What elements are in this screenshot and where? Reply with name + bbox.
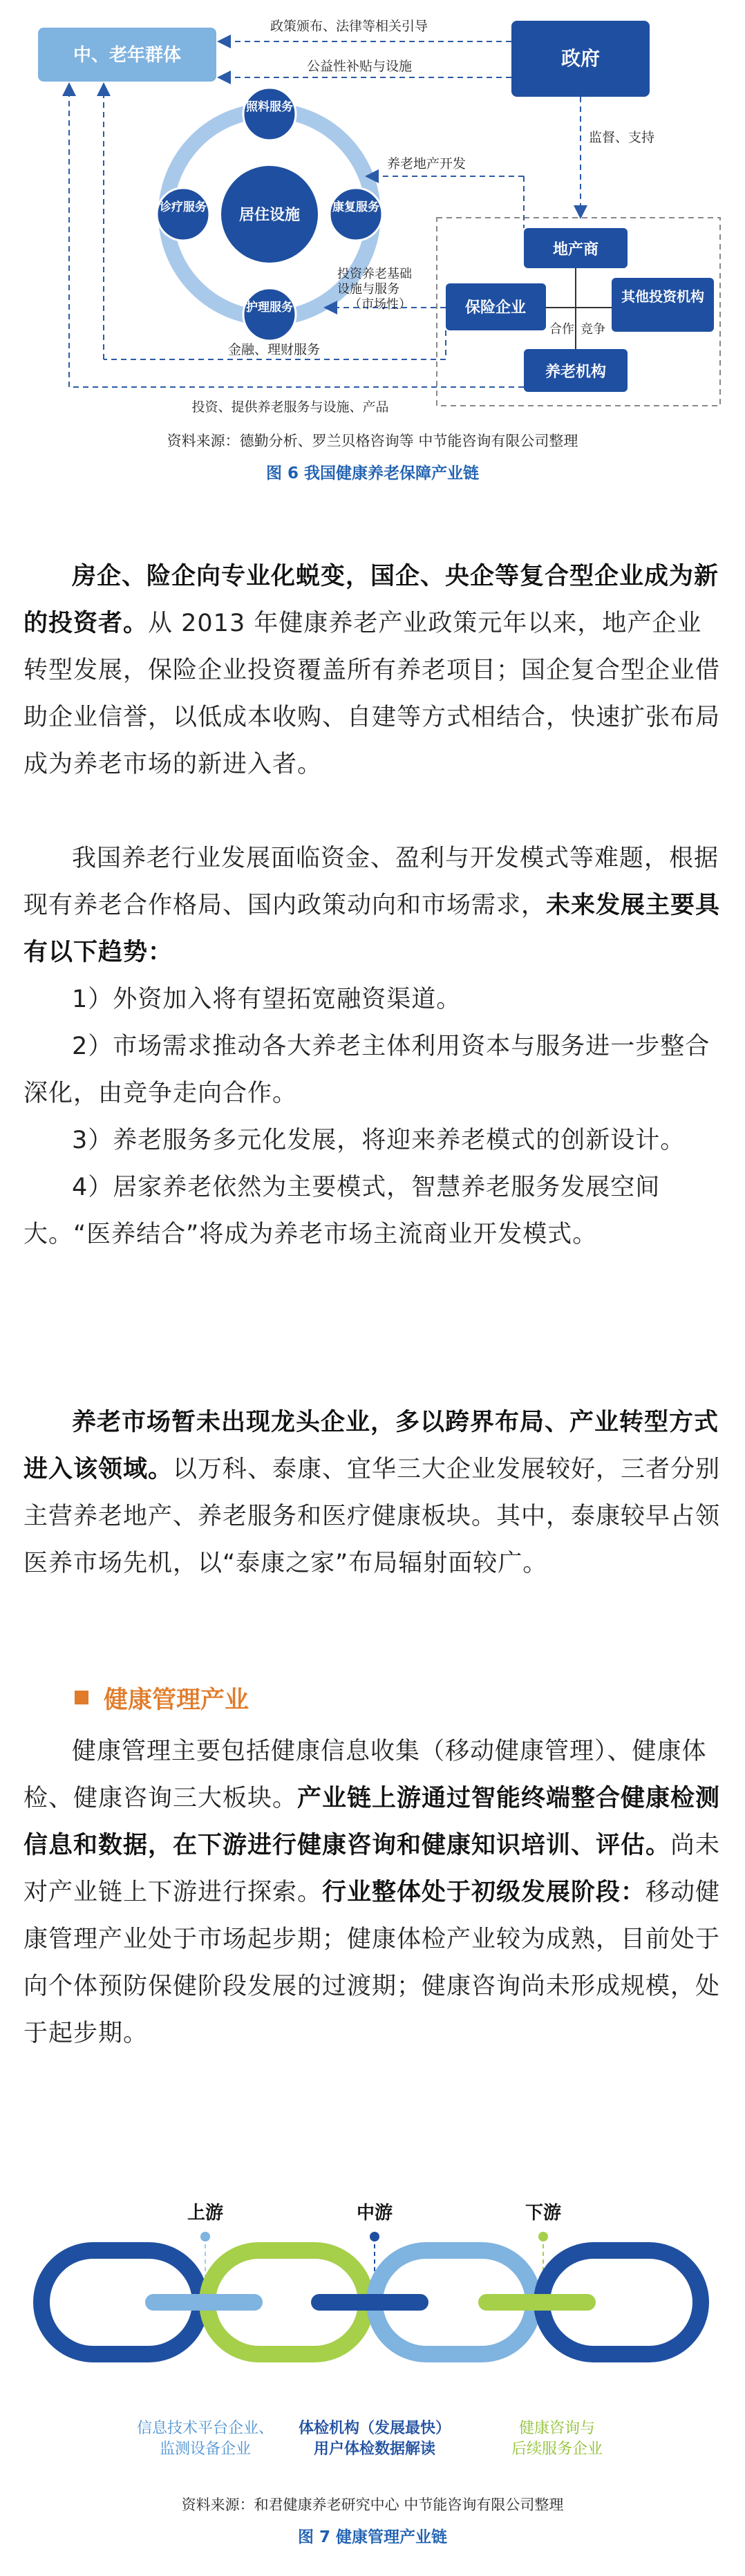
- supply-label: 投资、提供养老服务与设施、产品: [191, 399, 389, 415]
- figure-7-diagram: [0, 2177, 745, 2512]
- insurance-label: 保险企业: [464, 299, 527, 317]
- realestate-label: 地产商: [552, 241, 599, 258]
- care-node: [243, 88, 296, 140]
- upstream-label: 上游: [187, 2203, 224, 2224]
- policy-label: 政策颁布、法律等相关引导: [270, 19, 428, 34]
- chain-connector-1: [145, 2294, 263, 2311]
- midstream-label: 中游: [356, 2203, 393, 2224]
- downstream-label: 下游: [525, 2203, 562, 2224]
- section-marker: [75, 1691, 88, 1704]
- finance-label: 金融、理财服务: [228, 342, 321, 357]
- chain-connector-2: [311, 2294, 428, 2311]
- downstream-desc-2: 后续服务企业: [511, 2441, 603, 2458]
- trend-4: 4）居家养老依然为主要模式，智慧养老服务发展空间大。“医养结合”将成为养老市场主流商业开发模式。: [23, 1174, 661, 1248]
- midstream-desc-2: 用户体检数据解读: [313, 2441, 436, 2458]
- section-title: 健康管理产业: [104, 1686, 249, 1714]
- upstream-desc-1: 信息技术平台企业、: [136, 2420, 274, 2437]
- invest-label-1: 投资养老基础: [337, 267, 412, 281]
- p4-e: 移动健康管理产业处于市场起步期；健康体检产业较为成熟，目前处于向个体预防保健阶段发展的过渡期；健康咨询尚未形成规模，处于起步期。: [23, 1879, 721, 2047]
- p4-b: 产业链上游通过智能终端整合健康检测信息和数据，在下游进行健康咨询和健康知识培训、评估。: [23, 1785, 721, 1859]
- paragraph-1: [23, 553, 722, 788]
- invest-label-2: 设施与服务: [337, 282, 399, 297]
- figure-6-diagram: [0, 0, 745, 424]
- p1-bold: 房企、险企向专业化蜕变，国企、央企等复合型企业成为新的投资者。: [23, 563, 719, 637]
- other-invest-label: 其他投资机构: [621, 288, 704, 305]
- p4-a: 健康管理主要包括健康信息收集（移动健康管理）、健康体检、健康咨询三大板块。: [23, 1738, 707, 1812]
- upstream-desc-2: 监测设备企业: [159, 2441, 252, 2458]
- midstream-desc-1: 体检机构（发展最快）: [298, 2420, 451, 2437]
- rehab-node: [330, 188, 382, 241]
- care-label: 照料服务: [246, 100, 293, 114]
- trend-3: 3）养老服务多元化发展，将迎来养老模式的创新设计。: [72, 1127, 686, 1154]
- elder-org-label: 养老机构: [545, 364, 607, 381]
- downstream-desc-1: 健康咨询与: [518, 2420, 596, 2437]
- figure-6-source: 资料来源：德勤分析、罗兰贝格咨询等 中节能咨询有限公司整理: [167, 433, 578, 449]
- downstream-dot: [538, 2232, 548, 2241]
- clinic-node: [157, 188, 209, 241]
- trend-2: 2）市场需求推动各大养老主体利用资本与服务进一步整合深化，由竞争走向合作。: [23, 1033, 710, 1107]
- dev-label: 养老地产开发: [387, 156, 466, 171]
- nursing-label: 护理服务: [246, 301, 293, 314]
- clinic-label: 诊疗服务: [160, 200, 207, 214]
- paragraph-2: [23, 835, 722, 976]
- upstream-dot: [200, 2232, 210, 2241]
- compete-label: 竞争: [581, 322, 605, 337]
- figure-7-caption: 图 7 健康管理产业链: [297, 2528, 448, 2546]
- coop-label: 合作: [549, 322, 574, 337]
- midstream-dot: [370, 2232, 379, 2241]
- paragraph-4: [23, 1728, 722, 2057]
- trend-list: [23, 976, 722, 1258]
- p2-bold: 未来发展主要具有以下趋势：: [23, 892, 721, 966]
- other-invest-box: [612, 278, 714, 332]
- paragraph-3: [23, 1399, 722, 1587]
- trend-1: 1）外资加入将有望拓宽融资渠道。: [72, 986, 462, 1013]
- p1-rest: 从 2013 年健康养老产业政策元年以来，地产企业转型发展，保险企业投资覆盖所有养老项目；国企复合型企业借助企业信誉，以低成本收购、自建等方式相结合，快速扩张布局成为养老市场的新进入者。: [23, 610, 721, 778]
- rehab-label: 康复服务: [332, 200, 379, 214]
- figure-6-caption: 图 6 我国健康养老保障产业链: [265, 464, 480, 482]
- figure-7-source: 资料来源：和君健康养老研究中心 中节能咨询有限公司整理: [181, 2497, 564, 2513]
- chain-connector-3: [478, 2294, 596, 2311]
- p3-rest: 以万科、泰康、宜华三大企业发展较好，三者分别主营养老地产、养老服务和医疗健康板块。其中，泰康较早占领医养市场先机，以“泰康之家”布局辐射面较广。: [23, 1456, 721, 1577]
- nursing-node: [243, 288, 296, 341]
- p4-c: 尚未对产业链上下游进行探索。: [23, 1832, 721, 1906]
- p2-start: 我国养老行业发展面临资金、盈利与开发模式等难题，根据现有养老合作格局、国内政策动向和市场需求，: [23, 845, 719, 919]
- housing-hub-label: 居住设施: [238, 207, 301, 224]
- government-label: 政府: [560, 47, 601, 70]
- invest-label-3: （市场性）: [349, 297, 411, 312]
- p4-d: 行业整体处于初级发展阶段：: [322, 1879, 646, 1906]
- supervise-label: 监督、支持: [589, 130, 655, 145]
- public-label: 公益性补贴与设施: [306, 59, 413, 74]
- p3-bold: 养老市场暂未出现龙头企业，多以跨界布局、产业转型方式进入该领域。: [23, 1409, 719, 1483]
- elderly-group-label: 中、老年群体: [73, 45, 182, 66]
